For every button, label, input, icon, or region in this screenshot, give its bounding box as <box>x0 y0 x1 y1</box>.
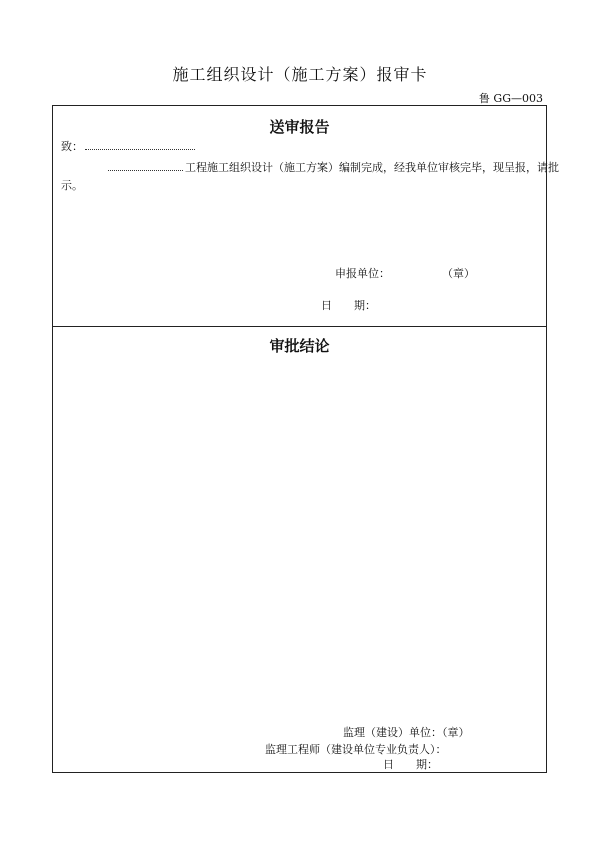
form-code: 鲁 GG—003 <box>478 92 543 105</box>
addressee-blank[interactable] <box>85 140 195 150</box>
supervisor-engineer-label: 监理工程师（建设单位专业负责人）： <box>265 743 447 756</box>
supervisor-unit-label: 监理（建设）单位：（章） <box>343 726 470 739</box>
report-section <box>53 106 559 327</box>
report-date-label: 日 期： <box>321 299 376 312</box>
applicant-label: 申报单位： <box>335 267 390 280</box>
report-body-line <box>108 159 559 175</box>
applicant-line <box>335 265 475 281</box>
addressee-line <box>61 138 195 154</box>
project-name-blank[interactable] <box>108 161 183 171</box>
report-body-text: 工程施工组织设计（施工方案）编制完成，经我单位审核完毕，现呈报，请批 <box>185 161 559 174</box>
seal-label: （章） <box>442 267 475 280</box>
addressee-label: 致： <box>61 140 83 153</box>
conclusion-date-label: 日 期： <box>383 758 438 771</box>
page-title: 施工组织设计（施工方案）报审卡 <box>172 65 428 84</box>
conclusion-heading: 审批结论 <box>269 337 330 355</box>
conclusion-section <box>53 326 546 772</box>
report-heading: 送审报告 <box>269 118 330 136</box>
approval-card <box>52 105 559 773</box>
report-body-continued: 示。 <box>61 179 83 192</box>
